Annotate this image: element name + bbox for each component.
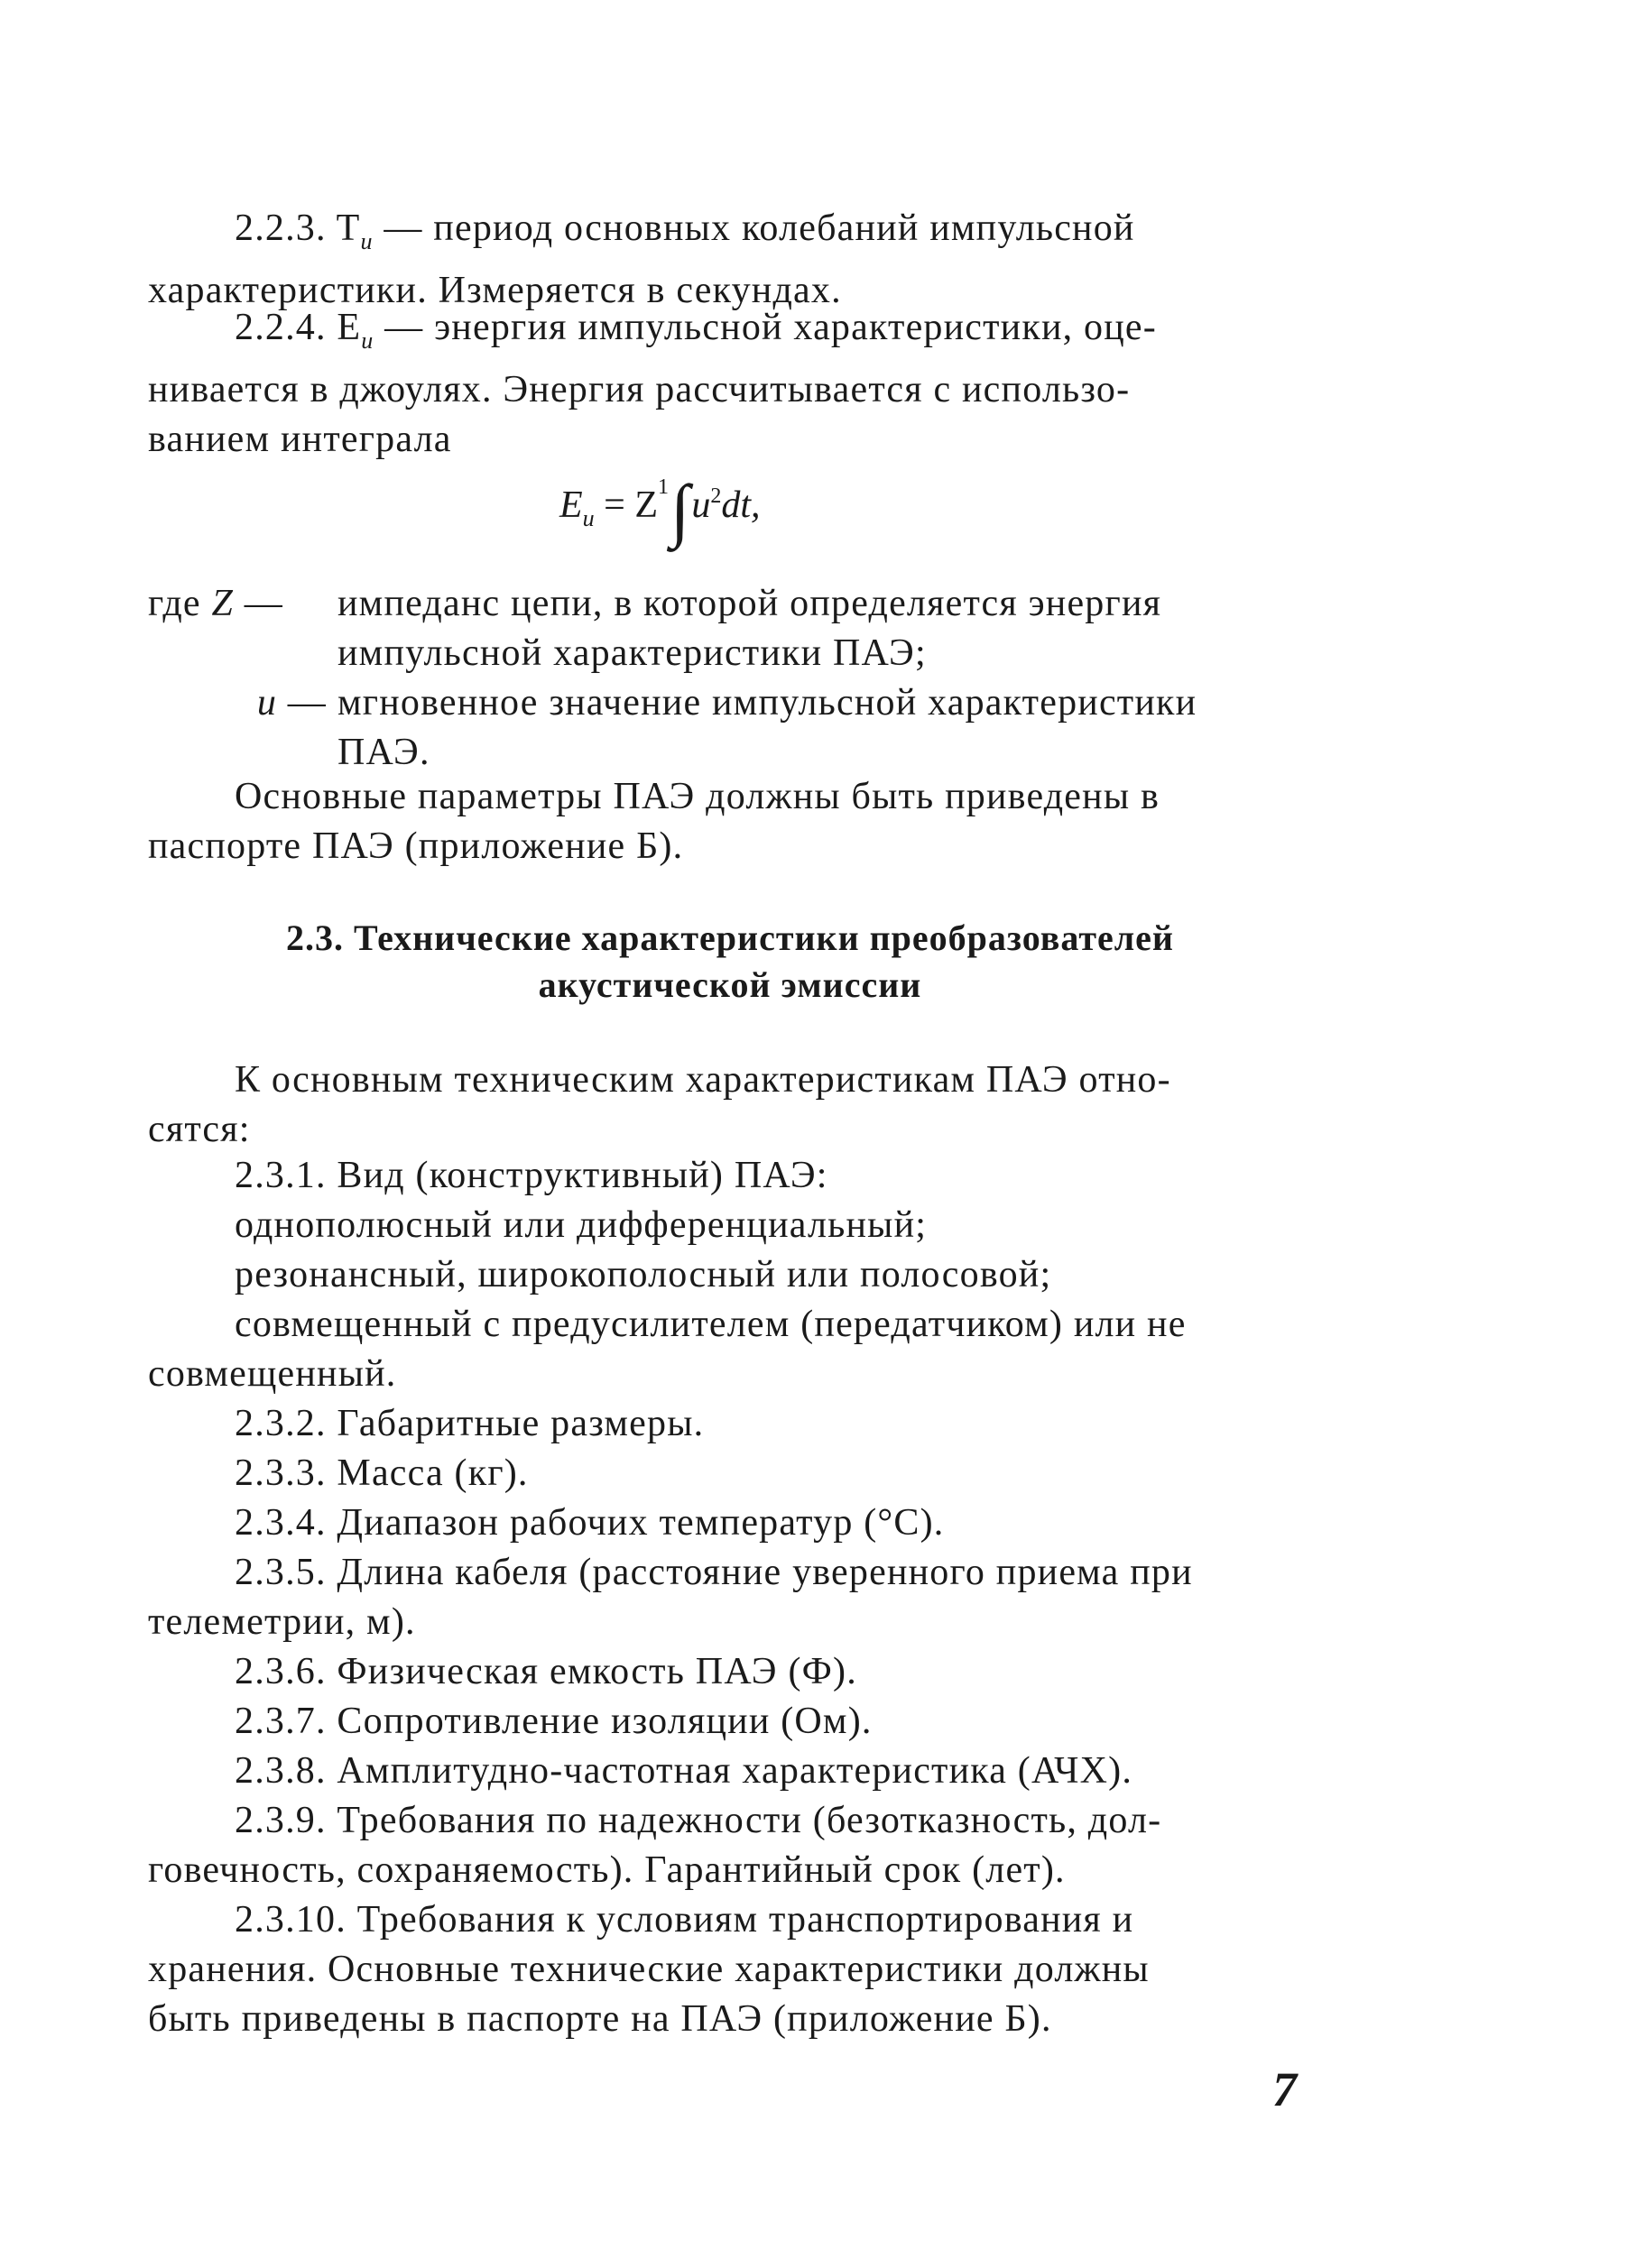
list-item: говечность, сохраняемость). Гарантийный срок (лет). xyxy=(148,1849,1066,1891)
symbol-subscript: и xyxy=(360,228,374,254)
paragraph-line: сятся: xyxy=(148,1109,251,1150)
paragraph-text: — энергия импульсной характеристики, оце- xyxy=(374,307,1157,348)
legend-dash: — xyxy=(234,583,283,624)
list-item: однополюсный или дифференциальный; xyxy=(235,1204,928,1246)
list-item: 2.3.7. Сопротивление изоляции (Ом). xyxy=(235,1701,873,1742)
list-item: телеметрии, м). xyxy=(148,1601,416,1643)
list-item: совмещенный. xyxy=(148,1353,397,1395)
list-item: 2.3.10. Требования к условиям транспортирования и xyxy=(235,1899,1134,1941)
page-number: 7 xyxy=(1272,2062,1297,2116)
legend-value xyxy=(337,579,1321,678)
list-item: хранения. Основные технические характеристики должны xyxy=(148,1949,1150,1990)
list-item: 2.3.4. Диапазон рабочих температур (°С). xyxy=(235,1502,945,1544)
list-item: резонансный, широкополосный или полосовой; xyxy=(235,1254,1052,1295)
paragraph-params-note xyxy=(148,772,1312,871)
list-item: 2.3.6. Физическая емкость ПАЭ (Ф). xyxy=(235,1651,857,1692)
integral-limit: 1 xyxy=(658,475,669,499)
legend-line: мгновенное значение импульсной характеристики xyxy=(337,682,1197,724)
legend-prefix: где xyxy=(148,583,201,624)
paragraph-2-2-3 xyxy=(148,204,1312,316)
list-item: 2.3.9. Требования по надежности (безотказность, дол- xyxy=(235,1800,1162,1841)
formula-power: 2 xyxy=(710,484,722,508)
paragraph-intro xyxy=(148,1056,1312,1155)
legend-key xyxy=(148,678,337,778)
formula-symbol: E xyxy=(559,484,583,526)
paragraph-line: ванием интеграла xyxy=(148,419,452,460)
formula-equals: = Z xyxy=(594,484,658,526)
integral-sign: ∫ xyxy=(670,470,690,549)
formula-legend xyxy=(148,579,1321,778)
heading-line: 2.3. Технические характеристики преобразователей xyxy=(286,917,1174,958)
list-item: 2.3.5. Длина кабеля (расстояние уверенного приема при xyxy=(235,1552,1193,1593)
list-item: 2.3.8. Амплитудно-частотная характеристика (АЧХ). xyxy=(235,1750,1133,1792)
paragraph-line: паспорте ПАЭ (приложение Б). xyxy=(148,825,684,867)
heading-line: акустической эмиссии xyxy=(538,964,922,1005)
legend-line: ПАЭ. xyxy=(337,732,430,773)
formula-variable: u xyxy=(691,484,711,526)
section-heading xyxy=(148,915,1312,1009)
paragraph-line: характеристики. Измеряется в секундах. xyxy=(148,270,842,311)
legend-symbol: u xyxy=(256,682,278,724)
legend-line: импульсной характеристики ПАЭ; xyxy=(337,632,927,674)
legend-key xyxy=(148,579,337,678)
legend-row-u xyxy=(148,678,1321,778)
legend-symbol: Z xyxy=(211,583,235,624)
item-number: 2.2.3. T xyxy=(235,207,361,249)
legend-value xyxy=(337,678,1321,778)
characteristics-list xyxy=(148,1151,1312,2044)
item-number: 2.2.4. E xyxy=(235,307,362,348)
paragraph-line: нивается в джоулях. Энергия рассчитывается с использо- xyxy=(148,369,1131,410)
paragraph-line xyxy=(148,204,1312,266)
paragraph-line: Основные параметры ПАЭ должны быть приведены в xyxy=(235,776,1160,817)
energy-formula xyxy=(559,469,761,550)
legend-row-z xyxy=(148,579,1321,678)
paragraph-line xyxy=(148,303,1312,365)
legend-line: импеданс цепи, в которой определяется энергия xyxy=(337,583,1162,624)
paragraph-line: К основным техническим характеристикам ПАЭ отно- xyxy=(235,1059,1171,1101)
list-item: быть приведены в паспорте на ПАЭ (приложение Б). xyxy=(148,1998,1052,2040)
symbol-subscript: и xyxy=(361,327,374,354)
paragraph-text: — период основных колебаний импульсной xyxy=(373,207,1135,249)
paragraph-2-2-4 xyxy=(148,303,1312,465)
list-item: совмещенный с предусилителем (передатчиком) или не xyxy=(235,1304,1187,1345)
list-item: 2.3.3. Масса (кг). xyxy=(235,1452,529,1494)
list-item: 2.3.2. Габаритные размеры. xyxy=(235,1403,705,1444)
formula-differential: dt, xyxy=(721,484,761,526)
legend-dash: — xyxy=(277,682,327,724)
list-item: 2.3.1. Вид (конструктивный) ПАЭ: xyxy=(235,1155,828,1196)
formula-subscript: и xyxy=(582,505,595,531)
